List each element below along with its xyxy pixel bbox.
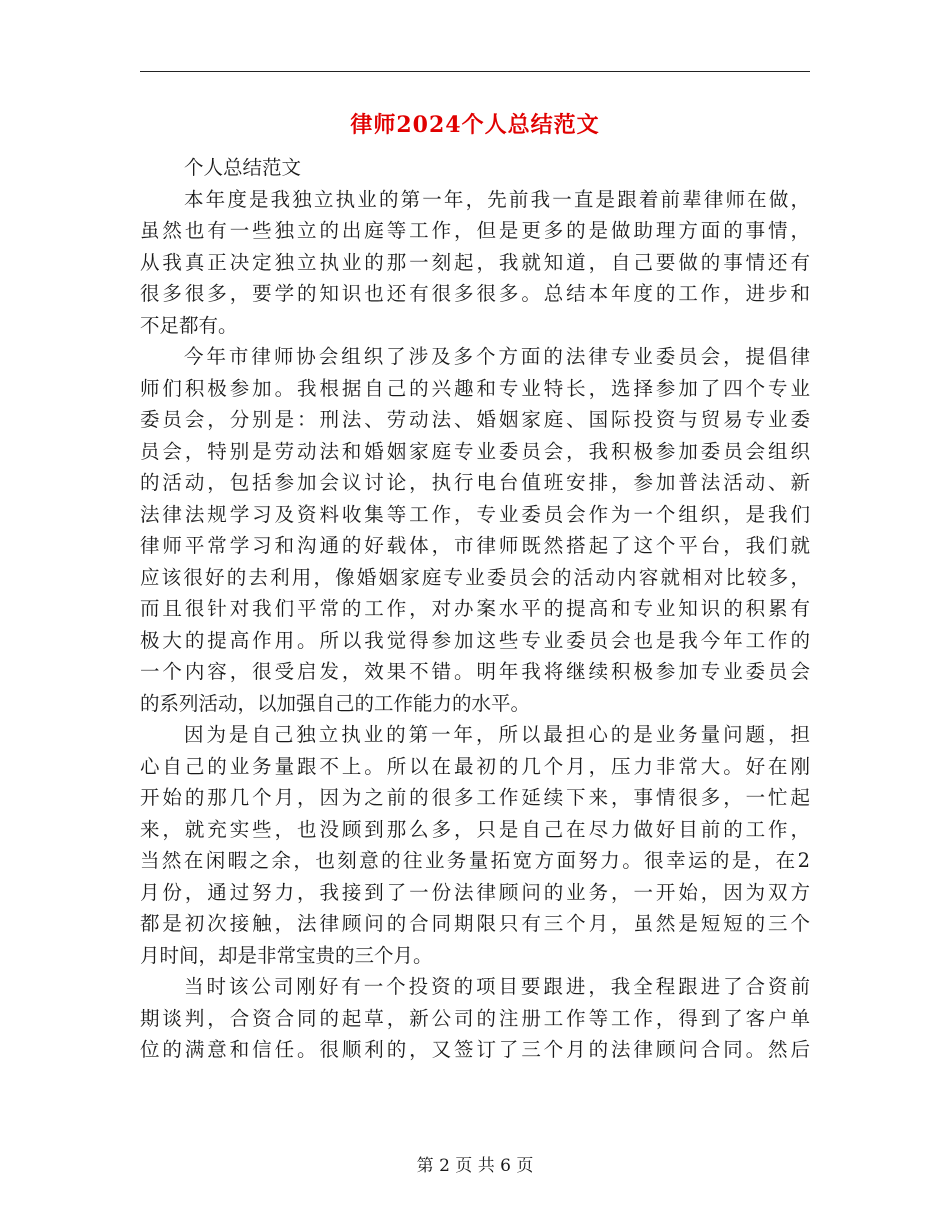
paragraph-line: 很多很多，要学的知识也还有很多很多。总结本年度的工作，进步和	[140, 282, 810, 305]
paragraph-line: 当时该公司刚好有一个投资的项目要跟进，我全程跟进了合资前	[184, 975, 810, 998]
header-rule	[140, 71, 810, 72]
paragraph-line: 今年市律师协会组织了涉及多个方面的法律专业委员会，提倡律	[184, 345, 810, 368]
paragraph-line: 本年度是我独立执业的第一年，先前我一直是跟着前辈律师在做，	[184, 187, 810, 211]
paragraph-line: 一个内容，很受启发，效果不错。明年我将继续积极参加专业委员会	[140, 660, 810, 683]
paragraph-line: 应该很好的去利用，像婚姻家庭专业委员会的活动内容就相对比较多，	[140, 565, 810, 589]
paragraph	[140, 971, 810, 1066]
paragraph	[140, 341, 810, 719]
paragraph-line: 来，就充实些，也没顾到那么多，只是自己在尽力做好目前的工作，	[140, 817, 810, 841]
document-subtitle: 个人总结范文	[184, 156, 302, 179]
paragraph-line: 开始的那几个月，因为之前的很多工作延续下来，事情很多，一忙起	[140, 786, 810, 809]
paragraph-line: 的活动，包括参加会议讨论，执行电台值班安排，参加普法活动、新	[140, 471, 810, 494]
page-number: 第 2 页 共 6 页	[416, 1156, 534, 1176]
paragraph-line: 不足都有。	[140, 313, 238, 337]
paragraph-line: 都是初次接触，法律顾问的合同期限只有三个月，虽然是短短的三个	[140, 912, 810, 935]
paragraph	[140, 184, 810, 342]
paragraph-line: 月时间，却是非常宝贵的三个月。	[140, 943, 433, 967]
document-body	[140, 152, 810, 1066]
paragraph-line: 的系列活动，以加强自己的工作能力的水平。	[140, 691, 531, 715]
paragraph-line: 极大的提高作用。所以我觉得参加这些专业委员会也是我今年工作的	[140, 628, 810, 652]
paragraph-line: 师们积极参加。我根据自己的兴趣和专业特长，选择参加了四个专业	[140, 376, 810, 400]
paragraph-line: 心自己的业务量跟不上。所以在最初的几个月，压力非常大。好在刚	[140, 754, 810, 778]
paragraph-line: 法律法规学习及资料收集等工作，专业委员会作为一个组织，是我们	[140, 502, 810, 526]
paragraph-line: 因为是自己独立执业的第一年，所以最担心的是业务量问题，担	[184, 723, 810, 746]
paragraph	[140, 719, 810, 971]
document-title: 律师2024个人总结范文	[350, 112, 600, 138]
paragraph-line: 员会，特别是劳动法和婚姻家庭专业委员会，我积极参加委员会组织	[140, 439, 810, 463]
paragraph-line: 当然在闲暇之余，也刻意的往业务量拓宽方面努力。很幸运的是，在2	[140, 849, 810, 872]
paragraph-line: 而且很针对我们平常的工作，对办案水平的提高和专业知识的积累有	[140, 597, 810, 620]
paragraph-line: 虽然也有一些独立的出庭等工作，但是更多的是做助理方面的事情，	[140, 219, 810, 242]
paragraph-line: 位的满意和信任。很顺利的，又签订了三个月的法律顾问合同。然后	[140, 1038, 810, 1061]
paragraph-line: 律师平常学习和沟通的好载体，市律师既然搭起了这个平台，我们就	[140, 534, 810, 557]
paragraph-line: 期谈判，合资合同的起草，新公司的注册工作等工作，得到了客户单	[140, 1006, 810, 1030]
paragraph-list	[140, 184, 810, 1066]
paragraph-line: 委员会，分别是：刑法、劳动法、婚姻家庭、国际投资与贸易专业委	[140, 408, 810, 431]
paragraph-line: 月份，通过努力，我接到了一份法律顾问的业务，一开始，因为双方	[140, 880, 810, 904]
paragraph-line: 从我真正决定独立执业的那一刻起，我就知道，自己要做的事情还有	[140, 250, 810, 274]
